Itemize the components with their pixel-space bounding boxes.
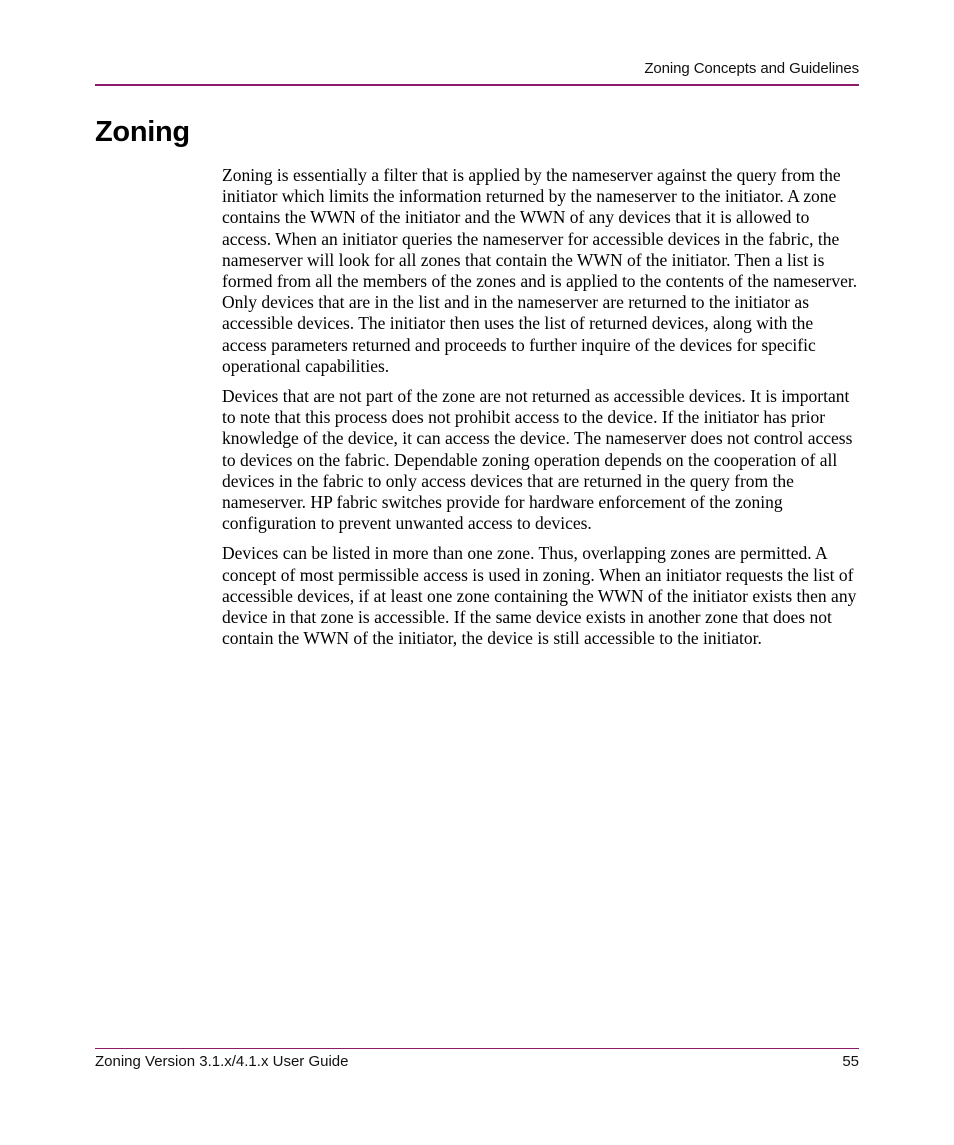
footer-document-title: Zoning Version 3.1.x/4.1.x User Guide [95, 1053, 349, 1070]
body-paragraph-1: Zoning is essentially a filter that is applied by the nameserver against the query from the initiator which limits the information returned by the nameserver to the initiator. A zone contains the WWN of the initiator and the WWN of any devices that it is allowed to access. When an initiator queries the nameserver for accessible devices in the fabric, the nameserver will look for all zones that contain the WWN of the initiator. Then a list is formed from all the members of the zones and is applied to the contents of the nameserver. Only devices that are in the list and in the nameserver are returned to the initiator as accessible devices. The initiator then uses the list of returned devices, along with the access parameters returned and proceeds to further inquire of the devices for specific operational capabilities. [222, 165, 858, 376]
running-footer [95, 1048, 859, 1077]
page-number: 55 [842, 1053, 859, 1070]
running-header [95, 56, 859, 86]
section-title: Zoning [95, 116, 190, 148]
section-body [222, 165, 858, 658]
running-header-title: Zoning Concepts and Guidelines [644, 60, 859, 77]
body-paragraph-2: Devices that are not part of the zone are not returned as accessible devices. It is important to note that this process does not prohibit access to the device. If the initiator has prior knowledge of the device, it can access the device. The nameserver does not control access to devices on the fabric. Dependable zoning operation depends on the cooperation of all devices in the fabric to only access devices that are returned in the query from the nameserver. HP fabric switches provide for hardware enforcement of the zoning configuration to prevent unwanted access to devices. [222, 386, 853, 534]
body-paragraph-3: Devices can be listed in more than one zone. Thus, overlapping zones are permitted. A concept of most permissible access is used in zoning. When an initiator requests the list of accessible devices, if at least one zone containing the WWN of the initiator exists then any device in that zone is accessible. If the same device exists in another zone that does not contain the WWN of the initiator, the device is still accessible to the initiator. [222, 543, 857, 649]
